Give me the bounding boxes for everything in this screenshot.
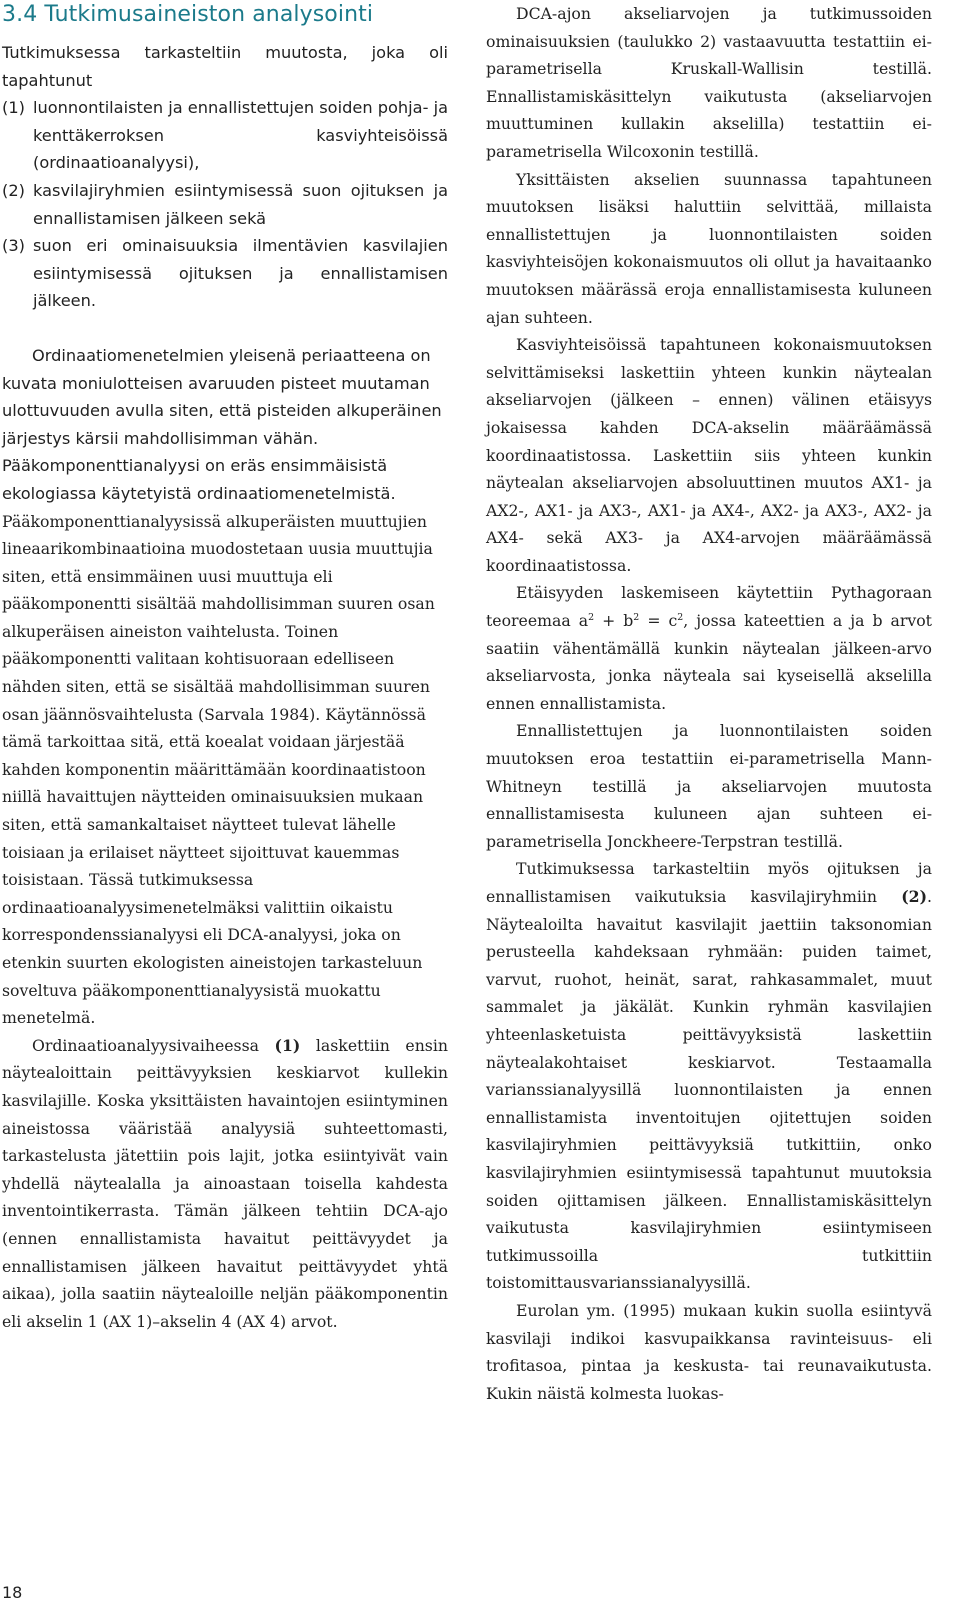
text-run: . Näytealoilta havaitut kasvilajit jaettiin taksonomian perusteella kahdeksaan ryhmään: puiden taimet, varvut, ruohot, heinät, sarat, rahkasammalet, muut sammalet ja jäkälät. Kunkin ryhmän kasvilajien yhteenlasketuista peittävyyksistä laskettiin näytealakohtaiset keskiarvot. Testaamalla varianssianalyysillä luonnontilaisten ja ennen ennallistamista inventoitujen ojitettujen soiden kasvilajiryhmien peittävyyksiä tutkittiin, onko kasvilajiryhmien esiintymisessä tapahtunut muutoksia soiden ojittamisen jälkeen. Ennallistamiskäsittelyn vaikutusta kasvilajiryhmien esiintymiseen tutkimussoilla tutkittiin toistomittausvarianssianalyysillä. bbox=[486, 887, 932, 1293]
eurola-paragraph: Eurolan ym. (1995) mukaan kukin suolla esiintyvä kasvilaji indikoi kasvupaikkansa ravinteisuus- eli trofitasoa, pintaa ja keskusta- tai reunavaikutusta. Kukin näistä kolmesta luokas- bbox=[486, 1300, 932, 1403]
page-number: 18 bbox=[2, 1583, 23, 1602]
superscript: 2 bbox=[633, 611, 640, 623]
text-run: + b bbox=[594, 611, 634, 631]
left-column bbox=[0, 0, 448, 1335]
mann-whitney-paragraph: Ennallistettujen ja luonnontilaisten soiden muutoksen eroa testattiin ei-parametrisella Mann-Whitneyn testillä ja akseliarvojen muutosta ennallistamisesta kuluneen ajan suhteen ei-parametrisella Jonckheere-Terpstran testillä. bbox=[486, 721, 932, 851]
list-item bbox=[2, 177, 448, 232]
list-text: luonnontilaisten ja ennallistettujen soiden pohja- ja kenttäkerroksen kasviyhteisöissä (ordinaatioanalyysi), bbox=[33, 98, 448, 173]
text-run: Ordinaatioanalyysivaiheessa bbox=[32, 1035, 275, 1055]
ordination-analysis-paragraph bbox=[2, 1032, 448, 1336]
list-number: (2) bbox=[2, 180, 25, 200]
list-text: kasvilajiryhmien esiintymisessä suon ojituksen ja ennallistamisen jälkeen sekä bbox=[33, 180, 448, 228]
ordination-text-serif: Pääkomponenttianalyysissä alkuperäisten muuttujien lineaarikombinaatioina muodostetaan uusia muuttujia siten, että ensimmäinen uusi muuttuja eli pääkomponentti sisältää mahdollisimman suuren osan alkuperäisen aineiston vaihtelusta. Toinen pääkomponentti valitaan kohtisuoraan edelliseen nähden siten, että se sisältää mahdollisimman suuren osan jäännösvaihtelusta (Sarvala 1984). Käytännössä tämä tarkoittaa sitä, että koealat voidaan järjestää kahden komponentin määrittämään koordinaatistoon niillä havaittujen näytteiden ominaisuuksien mukaan siten, että samankaltaiset näytteet tulevat lähelle toisiaan ja erilaiset näytteet sijoittuvat kauemmas toisistaan. Tässä tutkimuksessa ordinaatioanalyysimenetelmäksi valittiin oikaistu korrespondenssianalyysi eli DCA-analyysi, joka on etenkin suurten ekologisten aineistojen tarkasteluun soveltuva pääkomponenttianalyysistä muokattu menetelmä. bbox=[2, 511, 435, 1028]
text-run: , jossa kateettien a ja b arvot saatiin vähentämällä kunkin näytealan jälkeen-arvo akseliarvosta, jonka näyteala sai kyseisellä akselilla ennen ennallistamista. bbox=[486, 611, 932, 713]
intro-sentence: Tutkimuksessa tarkasteltiin muutosta, joka oli tapahtunut bbox=[2, 43, 448, 90]
superscript: 2 bbox=[588, 611, 595, 623]
text-run: = c bbox=[639, 611, 678, 631]
distance-sum-paragraph: Kasviyhteisöissä tapahtuneen kokonaismuutoksen selvittämiseksi laskettiin yhteen kunkin näytealan akseliarvojen (jälkeen – ennen) välinen etäisyys jokaisessa kahden DCA-akselin määräämässä koordinaatistossa. Laskettiin siis yhteen kunkin näytealan akseliarvojen absoluuttinen muutos AX1- ja AX2-, AX1- ja AX3-, AX1- ja AX4-, AX2- ja AX3-, AX2- ja AX4- sekä AX3- ja AX4-arvojen määräämässä koordinaatistossa. bbox=[486, 335, 932, 575]
pythagoras-paragraph bbox=[486, 579, 932, 717]
dca-test-paragraph: DCA-ajon akseliarvojen ja tutkimussoiden ominaisuuksien (taulukko 2) vastaavuutta testattiin ei-parametrisella Kruskall-Wallisin testillä. Ennallistamiskäsittelyn vaikutusta (akseliarvojen muuttuminen kullakin akselilla) testattiin ei-parametrisella Wilcoxonin testillä. bbox=[486, 4, 932, 161]
list-item bbox=[2, 232, 448, 315]
text-run: Tutkimuksessa tarkasteltiin myös ojituksen ja ennallistamisen vaikutuksia kasvilajiryhmiin bbox=[486, 859, 932, 906]
intro-block bbox=[2, 39, 448, 315]
list-number: (1) bbox=[2, 98, 25, 118]
superscript: 2 bbox=[677, 611, 684, 623]
list-number: (3) bbox=[2, 236, 25, 256]
bold-ref: (2) bbox=[901, 887, 927, 906]
ordination-text-sans: Ordinaatiomenetelmien yleisenä periaatteena on kuvata moniulotteisen avaruuden pisteet muutaman ulottuvuuden avulla siten, että pisteiden alkuperäinen järjestys kärsii mahdollisimman vähän. Pääkomponenttianalyysi on eräs ensimmäisistä ekologiassa käytetyistä ordinaatiomenetelmistä. bbox=[2, 345, 442, 503]
right-column bbox=[486, 0, 932, 1407]
text-run: Etäisyyden laskemiseen käytettiin Pythagoraan teoreemaa a bbox=[486, 583, 932, 631]
total-change-paragraph: Yksittäisten akselien suunnassa tapahtuneen muutoksen lisäksi haluttiin selvittää, millaista ennallistettujen ja luonnontilaisten soiden kasviyhteisöjen kokonaismuutos oli ollut ja havaitaanko muutoksen määrässä eroja ennallistamisesta kuluneen ajan suhteen. bbox=[486, 169, 932, 327]
section-heading: 3.4 Tutkimusaineiston analysointi bbox=[2, 2, 374, 27]
list-text: suon eri ominaisuuksia ilmentävien kasvilajien esiintymisessä ojituksen ja ennallistamisen jälkeen. bbox=[33, 236, 448, 311]
species-groups-paragraph bbox=[486, 855, 932, 1297]
research-questions-list bbox=[2, 94, 448, 315]
list-item bbox=[2, 94, 448, 177]
ordination-paragraph bbox=[2, 342, 448, 1032]
text-run: laskettiin ensin näytealoittain peittävyyksien keskiarvot kullekin kasvilajille. Koska yksittäisten havaintojen esiintyminen aineistossa vääristää analyysiä suhteettomasti, tarkastelusta jätettiin pois lajit, jotka esiintyivät vain yhdellä näytealalla ja ainoastaan toisella kahdesta inventointikerrasta. Tämän jälkeen tehtiin DCA-ajo (ennen ennallistamista havaitut peittävyydet ja ennallistamisen jälkeen havaitut peittävyydet yhtä aikaa), jolla saatiin näytealoille neljän pääkomponentin eli akselin 1 (AX 1)–akselin 4 (AX 4) arvot. bbox=[2, 1035, 448, 1331]
bold-ref: (1) bbox=[274, 1035, 301, 1055]
